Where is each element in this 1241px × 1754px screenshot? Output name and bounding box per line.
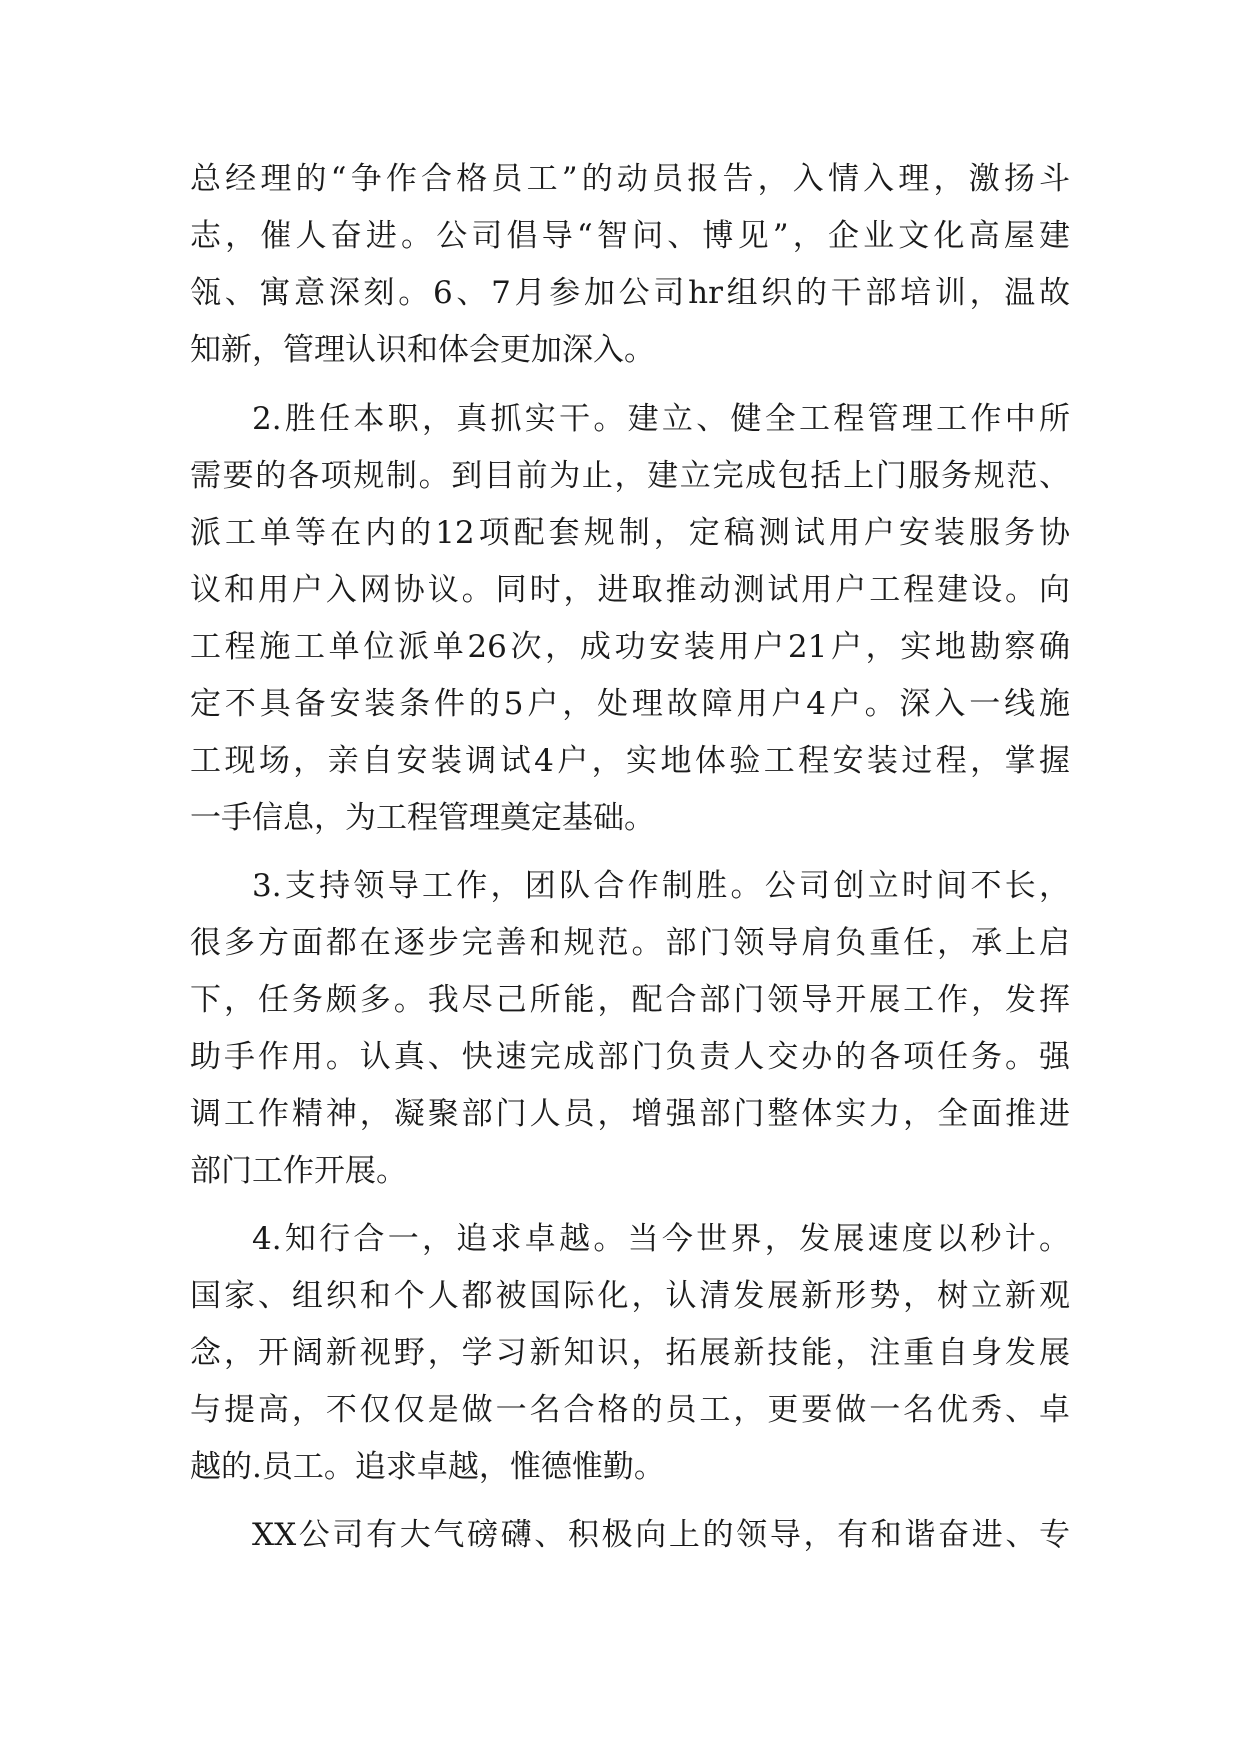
text-line: 一手信息，为工程管理奠定基础。 <box>190 800 655 836</box>
text-line: 很多方面都在逐步完善和规范。部门领导肩负重任，承上启 <box>190 925 1070 961</box>
text-line: 工程施工单位派单26次，成功安装用户21户，实地勘察确 <box>190 629 1070 665</box>
text-line: 工现场，亲自安装调试4户，实地体验工程安装过程，掌握 <box>190 743 1070 779</box>
text-line: 与提高，不仅仅是做一名合格的员工，更要做一名优秀、卓 <box>190 1392 1070 1428</box>
text-line: 越的.员工。追求卓越，惟德惟勤。 <box>190 1449 665 1485</box>
text-line: 瓴、寓意深刻。6、7月参加公司hr组织的干部培训，温故 <box>190 275 1070 311</box>
text-line: 知新，管理认识和体会更加深入。 <box>190 332 655 368</box>
text-line: 2.胜任本职，真抓实干。建立、健全工程管理工作中所 <box>252 401 1070 437</box>
text-line: XX公司有大气磅礴、积极向上的领导，有和谐奋进、专 <box>252 1517 1070 1553</box>
text-line: 志，催人奋进。公司倡导“智问、博见”，企业文化高屋建 <box>190 218 1070 254</box>
text-line: 议和用户入网协议。同时，进取推动测试用户工程建设。向 <box>190 572 1070 608</box>
text-line: 4.知行合一，追求卓越。当今世界，发展速度以秒计。 <box>252 1221 1070 1257</box>
text-line: 总经理的“争作合格员工”的动员报告，入情入理，激扬斗 <box>190 161 1070 197</box>
text-line: 下，任务颇多。我尽己所能，配合部门领导开展工作，发挥 <box>190 982 1070 1018</box>
text-line: 国家、组织和个人都被国际化，认清发展新形势，树立新观 <box>190 1278 1070 1314</box>
text-line: 派工单等在内的12项配套规制，定稿测试用户安装服务协 <box>190 515 1070 551</box>
text-line: 需要的各项规制。到目前为止，建立完成包括上门服务规范、 <box>190 458 1070 494</box>
text-line: 助手作用。认真、快速完成部门负责人交办的各项任务。强 <box>190 1039 1070 1075</box>
text-line: 定不具备安装条件的5户，处理故障用户4户。深入一线施 <box>190 686 1070 722</box>
text-line: 3.支持领导工作，团队合作制胜。公司创立时间不长， <box>252 868 1070 904</box>
text-line: 调工作精神，凝聚部门人员，增强部门整体实力，全面推进 <box>190 1096 1070 1132</box>
text-line: 念，开阔新视野，学习新知识，拓展新技能，注重自身发展 <box>190 1335 1070 1371</box>
text-line: 部门工作开展。 <box>190 1153 407 1189</box>
